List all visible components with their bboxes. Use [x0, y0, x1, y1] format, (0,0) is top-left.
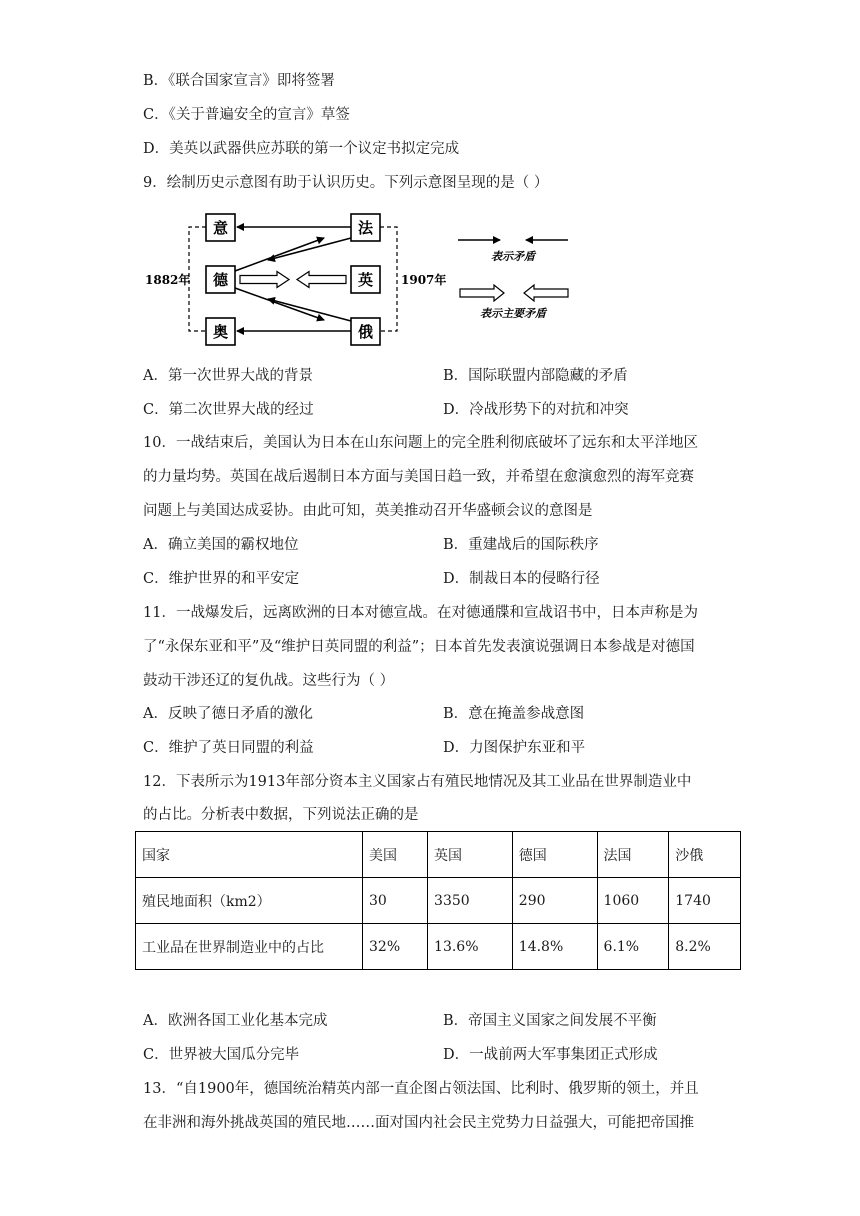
label-germany: 德 [212, 271, 229, 289]
table-header-cell: 美国 [363, 832, 428, 878]
q10-line-3: 问题上与美国达成妥协。由此可知，英美推动召开华盛顿会议的意图是 [143, 503, 593, 519]
table-cell: 1740 [669, 878, 741, 924]
q13-line-2: 在非洲和海外挑战英国的殖民地……面对国内社会民主党势力日益强大，可能把帝国推 [143, 1115, 694, 1131]
table-cell: 6.1% [597, 924, 669, 970]
q8-option-d: D．美英以武器供应苏联的第一个议定书拟定完成 [143, 141, 460, 157]
q12-option-d: D．一战前两大军事集团正式形成 [443, 1047, 658, 1063]
q12-option-b: B．帝国主义国家之间发展不平衡 [443, 1013, 657, 1029]
table-header-cell: 德国 [512, 832, 597, 878]
table-cell: 8.2% [669, 924, 741, 970]
table-cell: 3350 [428, 878, 513, 924]
table-cell: 32% [363, 924, 428, 970]
q11-option-b: B．意在掩盖参战意图 [443, 706, 585, 722]
table-cell: 工业品在世界制造业中的占比 [136, 924, 363, 970]
q9-option-a: A．第一次世界大战的背景 [143, 368, 313, 384]
table-header-row [136, 832, 741, 878]
table-cell: 1060 [597, 878, 669, 924]
hollow-arrow-britain-germany [297, 272, 346, 288]
legend-conflict-label: 表示矛盾 [491, 250, 535, 263]
arrow-france-germany [268, 238, 351, 260]
q11-line-1: 11．一战爆发后，远离欧洲的日本对德宣战。在对德通牒和宣战诏书中，日本声称是为 [143, 605, 698, 621]
label-britain: 英 [357, 271, 374, 289]
right-bracket [380, 227, 397, 331]
q10-option-a: A．确立美国的霸权地位 [143, 537, 299, 553]
label-austria: 奥 [212, 323, 229, 341]
table-header-cell: 法国 [597, 832, 669, 878]
left-bracket [189, 227, 206, 331]
q10-option-c: C．维护世界的和平安定 [143, 571, 300, 587]
legend-hollow-arrow-right [460, 285, 504, 301]
q8-option-c: C．《关于普遍安全的宣言》草签 [143, 107, 350, 123]
table-row [136, 924, 741, 970]
q9-alliance-diagram [140, 200, 580, 350]
table-header-cell: 沙俄 [669, 832, 741, 878]
q10-line-1: 10．一战结束后，美国认为日本在山东问题上的完全胜利彻底破坏了远东和太平洋地区 [143, 435, 698, 451]
arrow-germany-russia [235, 288, 324, 320]
table-header-cell: 英国 [428, 832, 513, 878]
table-cell: 290 [512, 878, 597, 924]
hollow-arrow-germany-britain [240, 272, 289, 288]
q12-option-c: C．世界被大国瓜分完毕 [143, 1047, 300, 1063]
q8-option-b: B．《联合国家宣言》即将签署 [143, 73, 335, 89]
q12-line-2: 的占比。分析表中数据，下列说法正确的是 [143, 807, 419, 823]
q10-option-b: B．重建战后的国际秩序 [443, 537, 599, 553]
q11-option-c: C．维护了英日同盟的利益 [143, 740, 314, 756]
colony-data-table [135, 831, 741, 970]
table-row [136, 878, 741, 924]
label-france: 法 [357, 219, 374, 237]
arrow-germany-france [235, 238, 324, 271]
arrow-russia-germany [268, 299, 351, 321]
q11-option-a: A．反映了德日矛盾的激化 [143, 706, 313, 722]
q11-option-d: D．力图保护东亚和平 [443, 740, 586, 756]
table-cell: 殖民地面积（km2） [136, 878, 363, 924]
legend-hollow-arrow-left [524, 285, 568, 301]
q9-stem: 9．绘制历史示意图有助于认识历史。下列示意图呈现的是（ ） [143, 175, 549, 191]
year-left: 1882年 [145, 273, 191, 287]
q10-option-d: D．制裁日本的侵略行径 [443, 571, 600, 587]
table-cell: 13.6% [428, 924, 513, 970]
table-cell: 14.8% [512, 924, 597, 970]
label-italy: 意 [212, 219, 229, 237]
label-russia: 俄 [357, 323, 374, 341]
q9-option-b: B．国际联盟内部隐藏的矛盾 [443, 368, 628, 384]
q13-line-1: 13．“自1900年，德国统治精英内部一直企图占领法国、比利时、俄罗斯的领土，并且 [143, 1081, 699, 1097]
q12-line-1: 12．下表所示为1913年部分资本主义国家占有殖民地情况及其工业品在世界制造业中 [143, 774, 692, 790]
q11-line-3: 鼓动干涉还辽的复仇战。这些行为（ ） [143, 673, 395, 689]
q9-option-c: C．第二次世界大战的经过 [143, 402, 314, 418]
table-header-cell: 国家 [136, 832, 363, 878]
q11-line-2: 了“永保东亚和平”及“维护日英同盟的利益”；日本首先发表演说强调日本参战是对德国 [143, 639, 695, 655]
q9-option-d: D．冷战形势下的对抗和冲突 [443, 402, 629, 418]
legend-main-conflict-label: 表示主要矛盾 [480, 307, 546, 320]
q12-option-a: A．欧洲各国工业化基本完成 [143, 1013, 328, 1029]
year-right: 1907年 [401, 273, 447, 287]
q10-line-2: 的力量均势。英国在战后遏制日本方面与美国日趋一致，并希望在愈演愈烈的海军竞赛 [143, 469, 694, 485]
table-cell: 30 [363, 878, 428, 924]
